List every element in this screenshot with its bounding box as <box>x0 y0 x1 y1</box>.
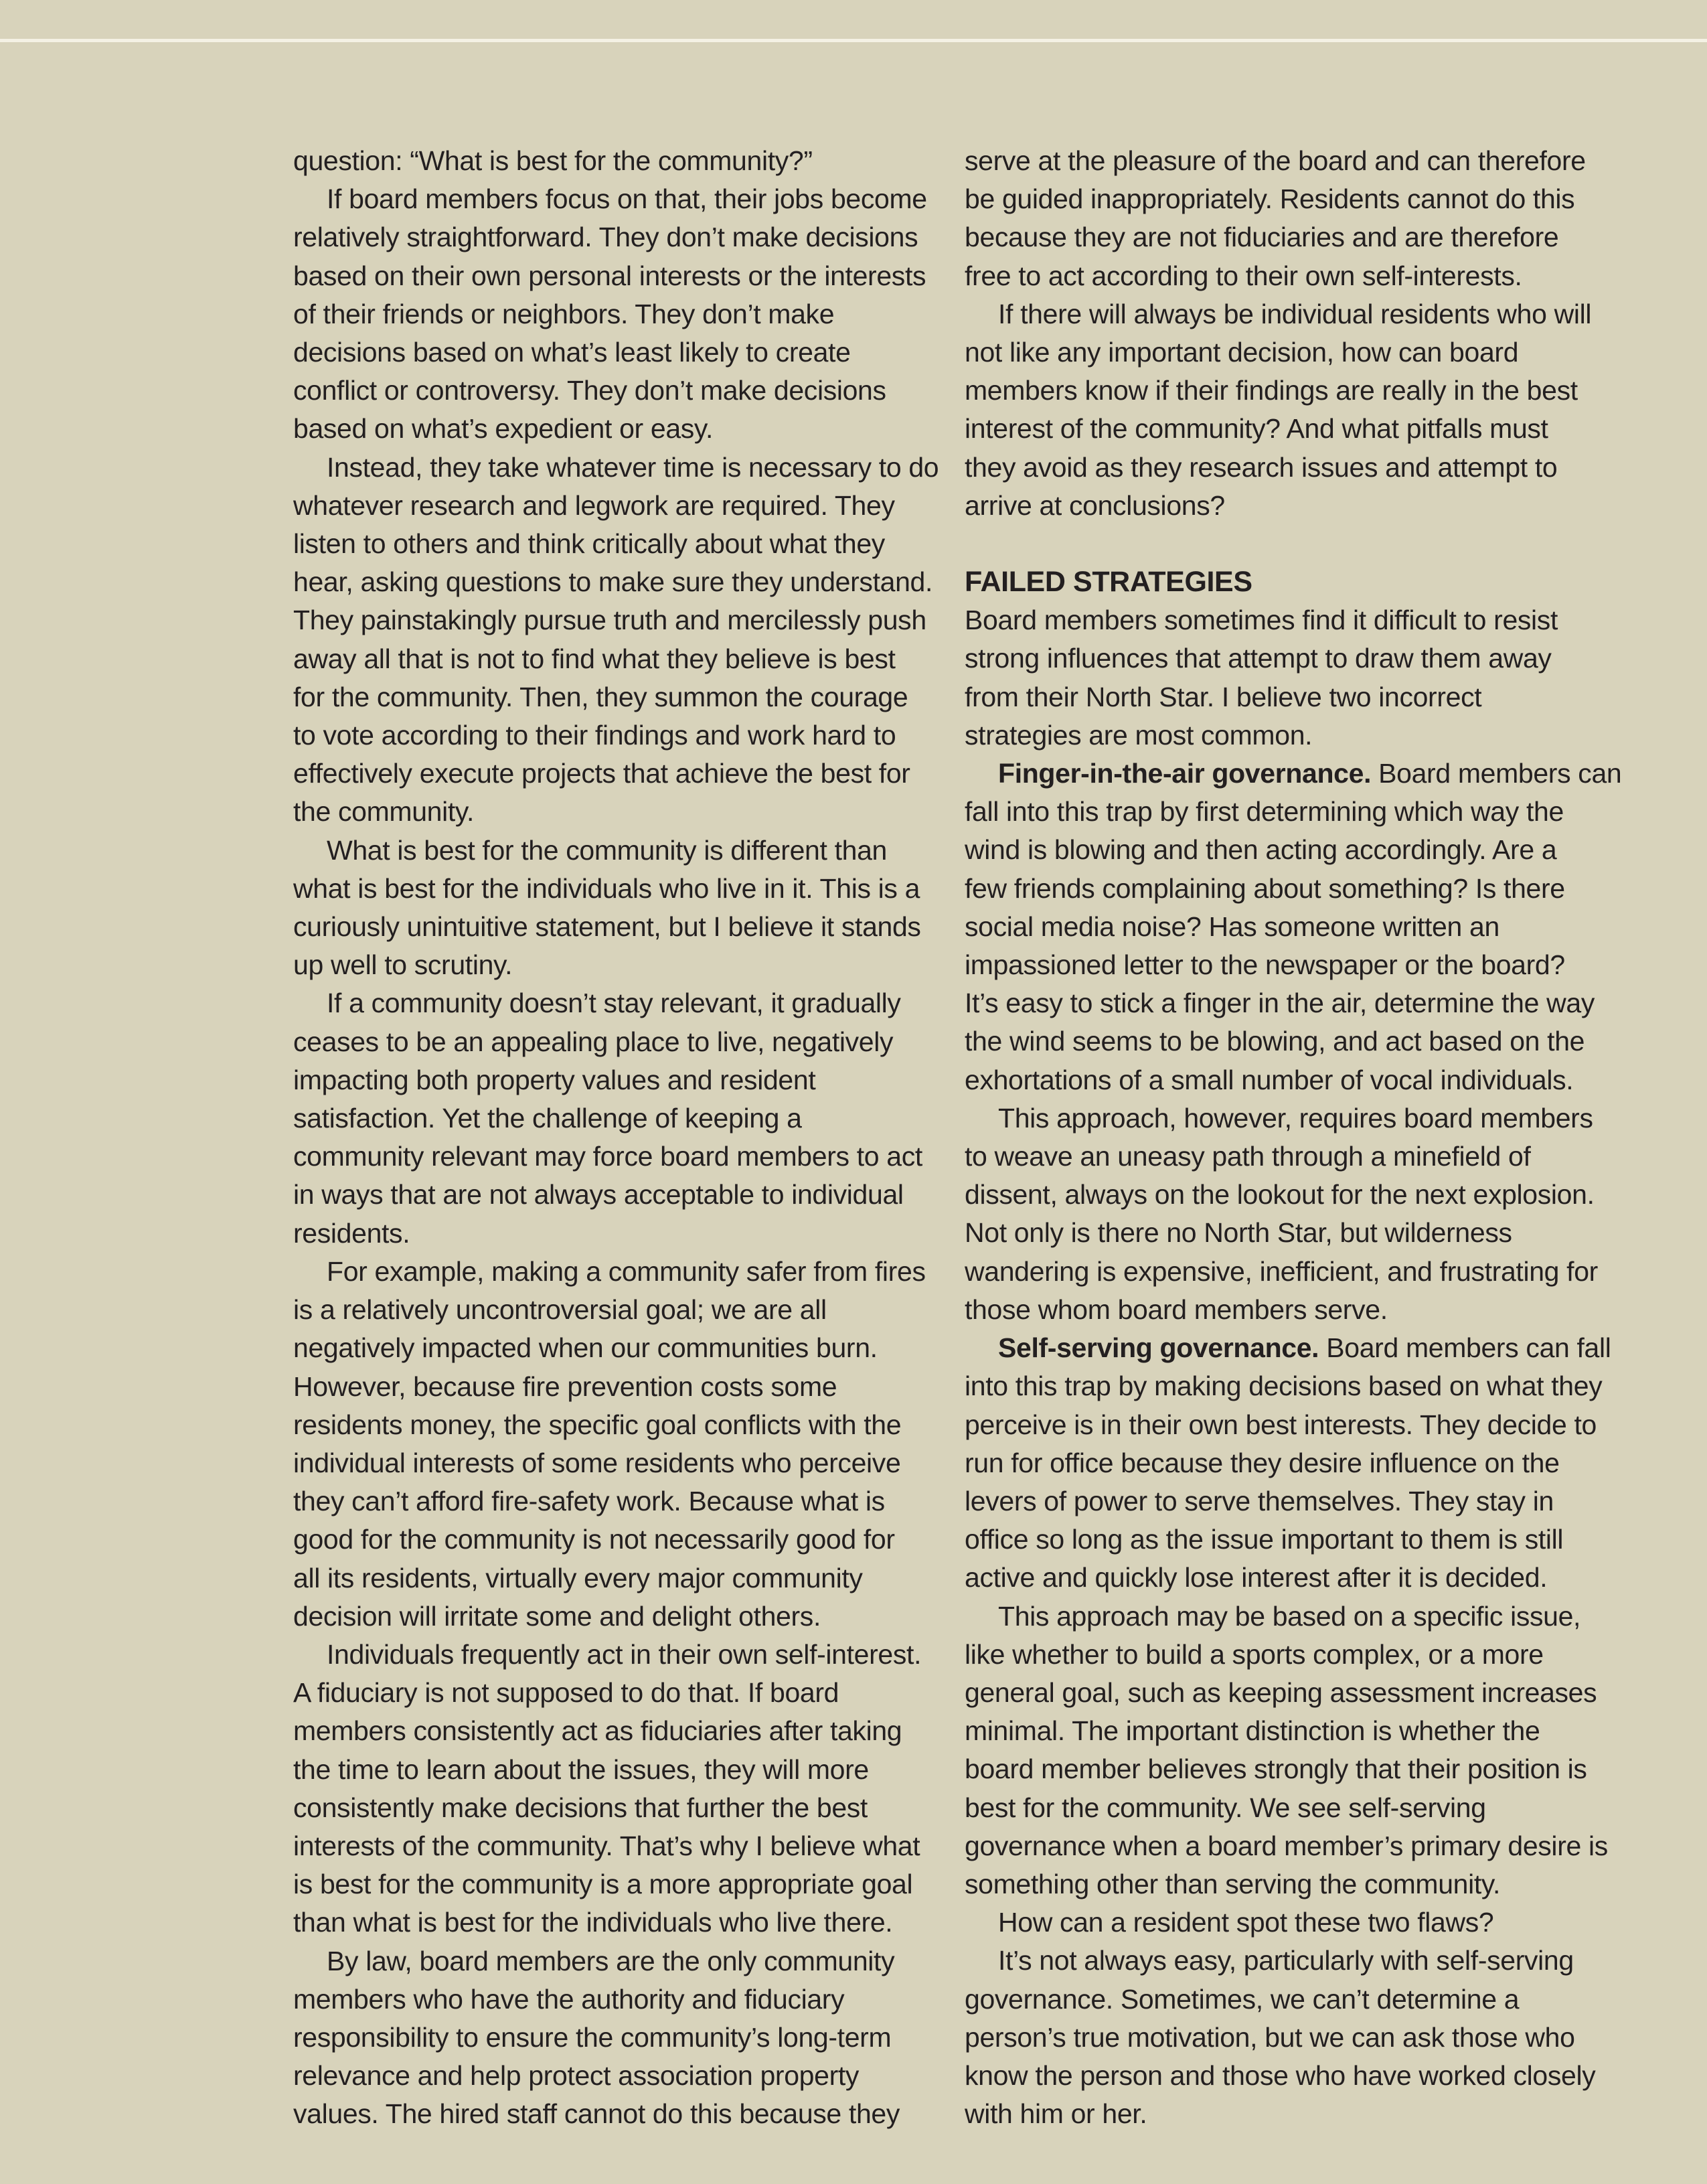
text-line: social media noise? Has someone written an <box>965 911 1499 942</box>
text-line: office so long as the issue important to them is still <box>965 1524 1564 1555</box>
text-line: person’s true motivation, but we can ask those who <box>965 2021 1575 2053</box>
right-body <box>965 601 1634 2133</box>
text-line: interests of the community. That’s why I believe what <box>293 1830 920 1861</box>
text-line: best for the community. We see self-serving <box>965 1792 1486 1823</box>
text-line: How can a resident spot these two flaws? <box>998 1907 1494 1938</box>
text-line: responsibility to ensure the community’s long-term <box>293 2021 892 2053</box>
text-line: is best for the community is a more appropriate goal <box>293 1869 913 1900</box>
paragraph <box>965 1597 1634 1904</box>
text-line: serve at the pleasure of the board and can therefore <box>965 145 1586 176</box>
text-line: good for the community is not necessarily good for <box>293 1524 895 1555</box>
text-line: values. The hired staff cannot do this because they <box>293 2098 900 2130</box>
text-line: Individuals frequently act in their own self-interest. <box>327 1638 922 1670</box>
paragraph <box>293 832 963 985</box>
text-line: few friends complaining about something? Is there <box>965 872 1565 904</box>
paragraph <box>293 984 963 1252</box>
text-line: levers of power to serve themselves. They stay in <box>965 1485 1554 1516</box>
run-in-heading: Finger-in-the-air governance. <box>998 758 1372 789</box>
text-line: effectively execute projects that achieve the best for <box>293 758 910 789</box>
text-line: because they are not fiduciaries and are therefore <box>965 222 1559 253</box>
text-line: conflict or controversy. They don’t make decisions <box>293 375 886 406</box>
paragraph <box>965 755 1634 1099</box>
text-line: with him or her. <box>965 2098 1147 2130</box>
text-line: members consistently act as fiduciaries after taking <box>293 1715 902 1747</box>
text-line: members who have the authority and fiduciary <box>293 1983 845 2015</box>
text-line: governance. Sometimes, we can’t determine a <box>965 1983 1520 2015</box>
text-line: in ways that are not always acceptable to individual <box>293 1179 904 1211</box>
right-intro <box>965 142 1634 525</box>
text-line: It’s not always easy, particularly with self-serving <box>998 1945 1574 1976</box>
paragraph <box>293 1253 963 1636</box>
text-line: arrive at conclusions? <box>965 489 1225 521</box>
text-line: based on what’s expedient or easy. <box>293 413 714 445</box>
text-line: wind is blowing and then acting accordingly. Are a <box>965 834 1557 866</box>
text-line: away all that is not to find what they believe is best <box>293 643 896 674</box>
text-line: consistently make decisions that further the best <box>293 1792 868 1823</box>
text-line: whatever research and legwork are required. They <box>293 489 895 521</box>
text-line: the wind seems to be blowing, and act based on the <box>965 1026 1585 1057</box>
text-line: If a community doesn’t stay relevant, it gradually <box>327 988 901 1019</box>
text-line: If there will always be individual residents who will <box>998 298 1592 329</box>
text-line: Board members can <box>1371 758 1622 789</box>
text-line: members know if their findings are really in the best <box>965 375 1578 406</box>
text-line: like whether to build a sports complex, or a more <box>965 1638 1544 1670</box>
text-line: be guided inappropriately. Residents cannot do this <box>965 183 1575 215</box>
text-line: decision will irritate some and delight others. <box>293 1600 821 1632</box>
text-line: they avoid as they research issues and attempt to <box>965 451 1558 483</box>
text-line: strategies are most common. <box>965 719 1313 751</box>
text-line: know the person and those who have worked closely <box>965 2059 1596 2091</box>
text-line: into this trap by making decisions based on what they <box>965 1371 1603 1402</box>
text-line: decisions based on what’s least likely to create <box>293 337 851 368</box>
text-line: listen to others and think critically about what they <box>293 528 885 560</box>
run-in-heading: Self-serving governance. <box>998 1332 1319 1364</box>
top-rule <box>0 39 1707 42</box>
text-line: than what is best for the individuals who live there. <box>293 1907 893 1938</box>
text-line: curiously unintuitive statement, but I believe it stands <box>293 911 921 943</box>
text-line: impacting both property values and resident <box>293 1064 816 1095</box>
text-line: They painstakingly pursue truth and mercilessly push <box>293 605 926 636</box>
paragraph <box>293 1636 963 1942</box>
section-heading: FAILED STRATEGIES <box>965 566 1252 599</box>
text-line: active and quickly lose interest after it is decided. <box>965 1562 1548 1593</box>
text-line: general goal, such as keeping assessment increases <box>965 1676 1597 1708</box>
text-line: something other than serving the community. <box>965 1868 1501 1899</box>
text-line: is a relatively uncontroversial goal; we are all <box>293 1294 827 1326</box>
paragraph <box>293 180 963 448</box>
paragraph <box>965 1903 1634 1942</box>
text-line: those whom board members serve. <box>965 1294 1388 1325</box>
text-line: free to act according to their own self-interests. <box>965 260 1522 291</box>
text-line: based on their own personal interests or the interests <box>293 260 926 291</box>
text-line: all its residents, virtually every major community <box>293 1562 863 1593</box>
text-line: from their North Star. I believe two incorrect <box>965 681 1482 712</box>
paragraph <box>965 1099 1634 1329</box>
text-line: the time to learn about the issues, they will more <box>293 1753 869 1785</box>
text-line: to vote according to their findings and work hard to <box>293 720 896 751</box>
text-line: board member believes strongly that their position is <box>965 1753 1587 1785</box>
text-line: For example, making a community safer from fires <box>327 1255 926 1287</box>
text-line: governance when a board member’s primary desire is <box>965 1830 1608 1861</box>
paragraph <box>293 1942 963 2134</box>
text-line: residents money, the specific goal conflicts with the <box>293 1409 902 1440</box>
paragraph <box>965 142 1634 295</box>
text-line: A fiduciary is not supposed to do that. If board <box>293 1677 839 1709</box>
text-line: minimal. The important distinction is whether the <box>965 1715 1540 1747</box>
paragraph <box>293 142 963 180</box>
text-line: residents. <box>293 1217 410 1249</box>
text-line: exhortations of a small number of vocal individuals. <box>965 1064 1574 1095</box>
right-column <box>965 142 1634 2133</box>
text-line: hear, asking questions to make sure they understand. <box>293 566 933 598</box>
text-line: What is best for the community is different than <box>327 834 887 866</box>
text-line: fall into this trap by first determining which way the <box>965 796 1564 828</box>
text-line: for the community. Then, they summon the courage <box>293 681 908 712</box>
left-column <box>293 142 963 2134</box>
text-line: However, because fire prevention costs some <box>293 1371 837 1402</box>
text-line: It’s easy to stick a finger in the air, determine the way <box>965 988 1595 1019</box>
text-line: If board members focus on that, their jobs become <box>327 183 927 215</box>
text-line: interest of the community? And what pitfalls must <box>965 413 1548 445</box>
text-line: dissent, always on the lookout for the next explosion. <box>965 1179 1595 1211</box>
text-line: relatively straightforward. They don’t make decisions <box>293 222 918 253</box>
text-line: strong influences that attempt to draw them away <box>965 643 1552 674</box>
text-line: relevance and help protect association property <box>293 2060 860 2092</box>
text-line: This approach, however, requires board members <box>998 1102 1593 1134</box>
text-line: up well to scrutiny. <box>293 949 513 981</box>
text-line: ceases to be an appealing place to live, negatively <box>293 1026 894 1057</box>
text-line: individual interests of some residents who perceive <box>293 1447 901 1478</box>
text-line: satisfaction. Yet the challenge of keeping a <box>293 1103 802 1134</box>
text-line: to weave an uneasy path through a minefield of <box>965 1141 1531 1172</box>
section-gap <box>965 525 1634 563</box>
paragraph <box>293 449 963 832</box>
text-line: run for office because they desire influence on the <box>965 1447 1560 1478</box>
text-line: Board members sometimes find it difficult to resist <box>965 605 1558 636</box>
text-line: This approach may be based on a specific issue, <box>998 1600 1581 1632</box>
text-line: question: “What is best for the community?” <box>293 145 813 176</box>
paragraph <box>965 295 1634 525</box>
paragraph <box>965 601 1634 755</box>
paragraph <box>965 1942 1634 2133</box>
paragraph <box>965 1329 1634 1597</box>
text-line: not like any important decision, how can board <box>965 337 1519 368</box>
text-line: Not only is there no North Star, but wilderness <box>965 1217 1512 1249</box>
text-line: negatively impacted when our communities burn. <box>293 1332 878 1364</box>
text-line: community relevant may force board members to act <box>293 1141 922 1172</box>
text-line: they can’t afford fire-safety work. Because what is <box>293 1486 885 1517</box>
text-line: perceive is in their own best interests. They decide to <box>965 1409 1597 1440</box>
text-line: Board members can fall <box>1319 1332 1611 1364</box>
text-line: of their friends or neighbors. They don’t make <box>293 298 835 329</box>
text-line: the community. <box>293 796 475 828</box>
text-line: impassioned letter to the newspaper or the board? <box>965 949 1565 981</box>
text-line: Instead, they take whatever time is necessary to do <box>327 451 939 483</box>
text-line: By law, board members are the only community <box>327 1945 895 1976</box>
text-line: wandering is expensive, inefficient, and frustrating for <box>965 1255 1598 1287</box>
text-line: what is best for the individuals who live in it. This is a <box>293 872 920 904</box>
